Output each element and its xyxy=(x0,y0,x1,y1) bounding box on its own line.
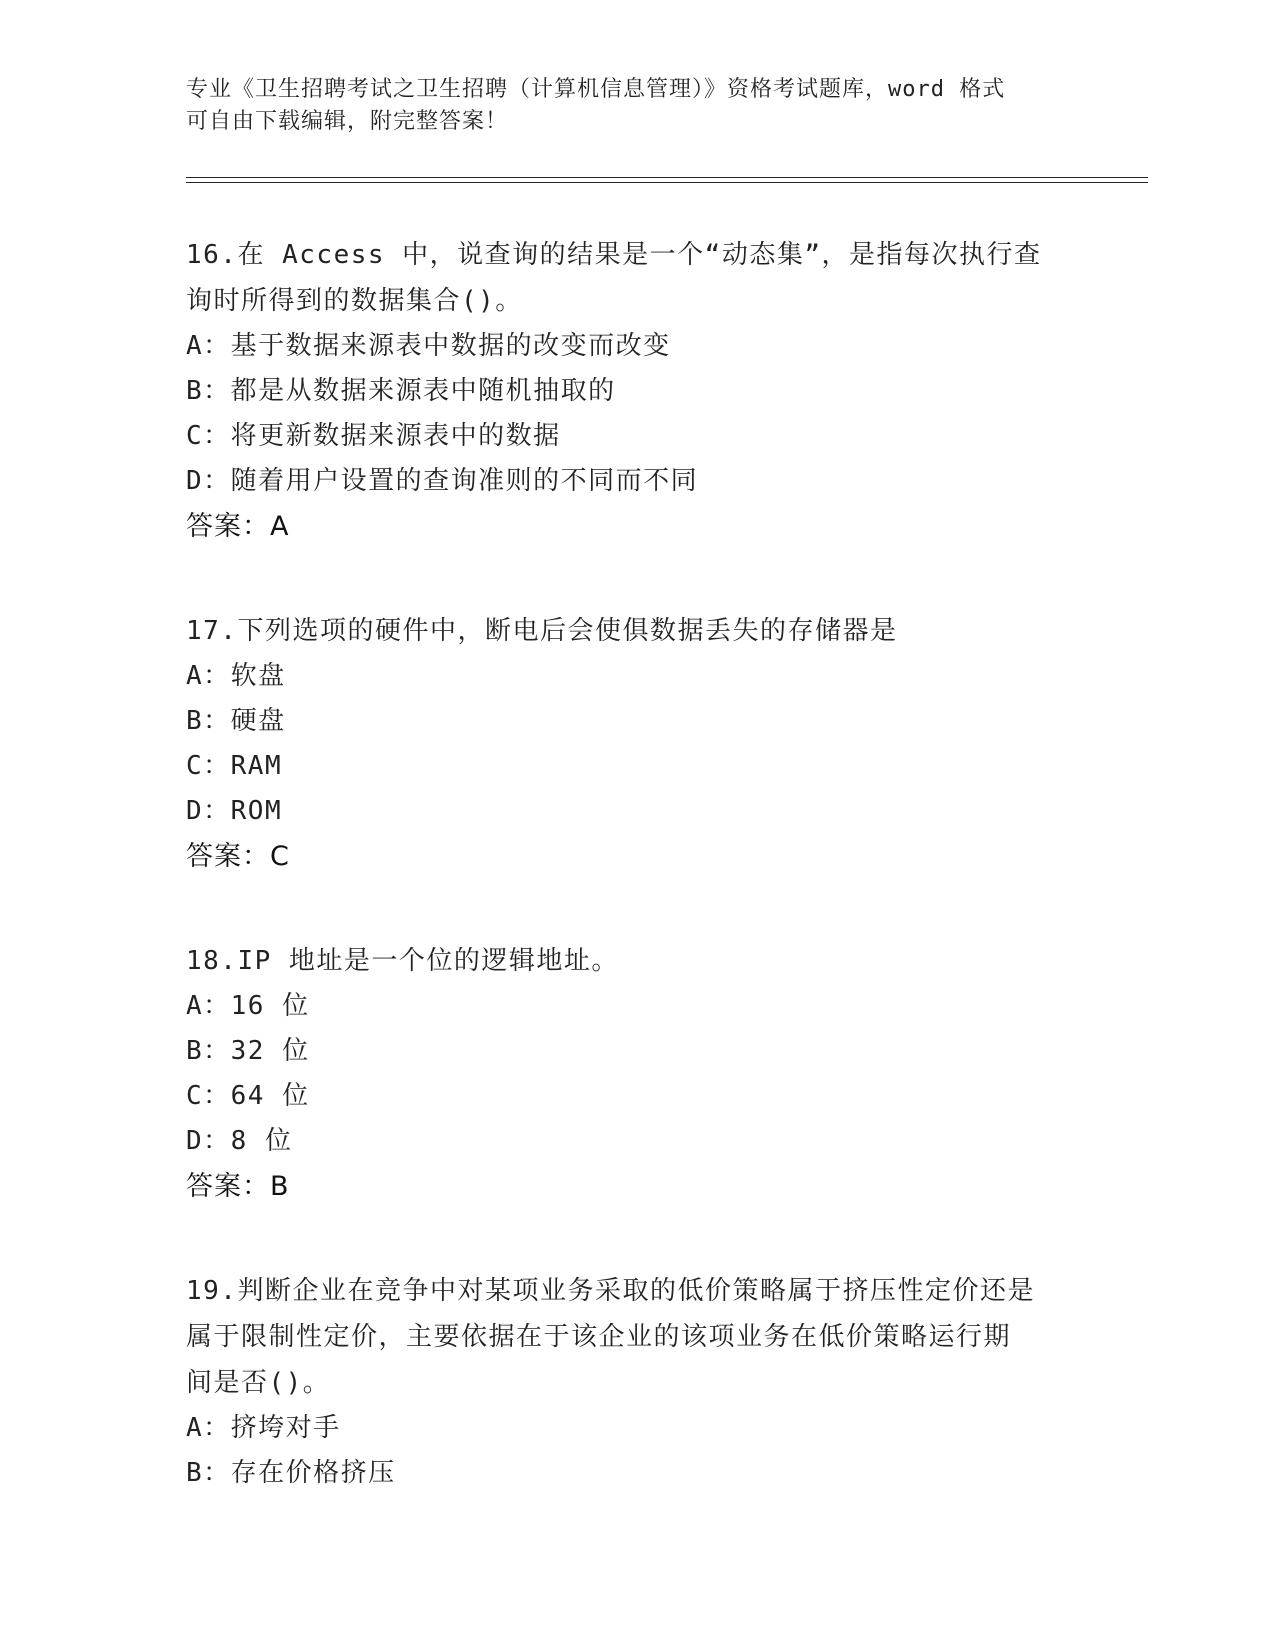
header-line-1: 专业《卫生招聘考试之卫生招聘（计算机信息管理）》资格考试题库，word 格式 xyxy=(186,77,1006,102)
question-stem xyxy=(186,1268,1086,1406)
question-16 xyxy=(186,232,1086,550)
option-d: D：ROM xyxy=(186,796,283,826)
option-a: A：挤垮对手 xyxy=(186,1413,341,1443)
question-stem xyxy=(186,938,1086,984)
option-c: C：RAM xyxy=(186,751,283,781)
header-line-2: 可自由下载编辑，附完整答案！ xyxy=(186,109,509,134)
answer-label: 答案：C xyxy=(186,841,290,872)
question-stem-line: 16.在 Access 中，说查询的结果是一个“动态集”，是指每次执行查 xyxy=(186,240,1042,270)
option-d: D：随着用户设置的查询准则的不同而不同 xyxy=(186,466,699,496)
question-stem xyxy=(186,232,1086,324)
question-17 xyxy=(186,608,1086,880)
question-stem-line: 17.下列选项的硬件中，断电后会使俱数据丢失的存储器是 xyxy=(186,616,898,646)
option-b: B：32 位 xyxy=(186,1036,310,1066)
answer-label: 答案：B xyxy=(186,1171,290,1202)
option-b: B：都是从数据来源表中随机抽取的 xyxy=(186,376,616,406)
question-stem-line: 19.判断企业在竞争中对某项业务采取的低价策略属于挤压性定价还是 xyxy=(186,1276,1035,1306)
answer-label: 答案：A xyxy=(186,511,290,542)
option-c: C：64 位 xyxy=(186,1081,310,1111)
question-stem-line: 间是否()。 xyxy=(186,1368,331,1398)
question-stem-line: 属于限制性定价，主要依据在于该企业的该项业务在低价策略运行期 xyxy=(186,1322,1012,1352)
document-header xyxy=(186,74,1086,138)
header-divider-top xyxy=(186,177,1148,178)
option-b: B：存在价格挤压 xyxy=(186,1458,396,1488)
option-a: A：软盘 xyxy=(186,661,286,691)
option-a: A：基于数据来源表中数据的改变而改变 xyxy=(186,331,671,361)
question-list xyxy=(186,232,1086,1554)
option-d: D：8 位 xyxy=(186,1126,293,1156)
question-stem xyxy=(186,608,1086,654)
question-stem-line: 询时所得到的数据集合()。 xyxy=(186,286,523,316)
question-stem-line: 18.IP 地址是一个位的逻辑地址。 xyxy=(186,946,619,976)
option-a: A：16 位 xyxy=(186,991,310,1021)
option-c: C：将更新数据来源表中的数据 xyxy=(186,421,561,451)
option-b: B：硬盘 xyxy=(186,706,286,736)
question-18 xyxy=(186,938,1086,1210)
header-divider-bottom xyxy=(186,182,1148,183)
question-19 xyxy=(186,1268,1086,1496)
